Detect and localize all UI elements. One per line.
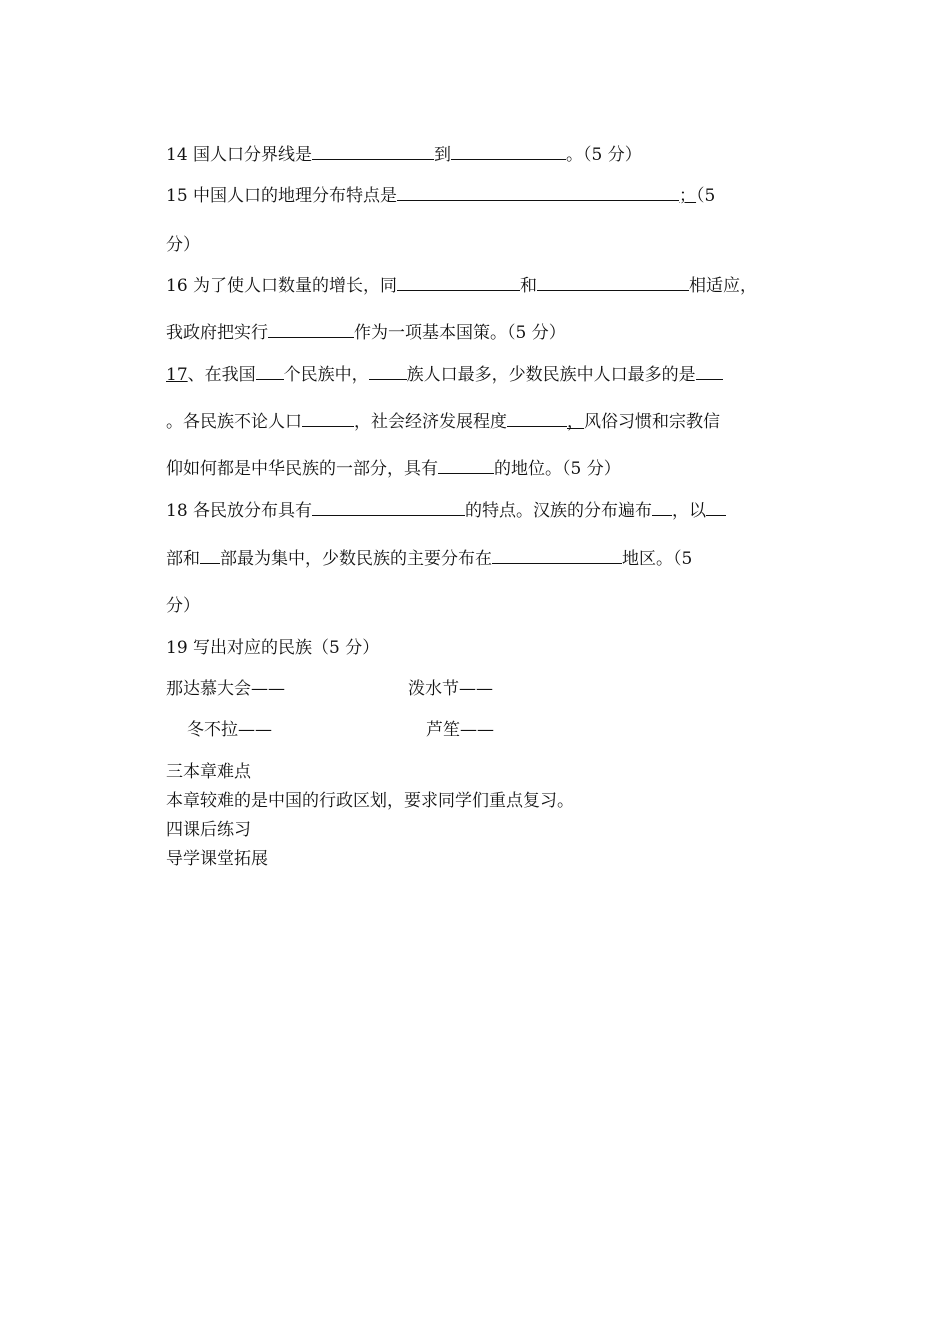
question-17: 17、在我国 个民族中， 族人口最多，少数民族中人口最多的是 <box>166 363 723 387</box>
question-16: 16 为了使人口数量的增长，同 和 相适应， <box>166 276 758 296</box>
answer-blank[interactable] <box>397 274 520 291</box>
answer-blank[interactable] <box>369 363 407 380</box>
section-body: 本章较难的是中国的行政区划，要求同学们重点复习。 <box>166 791 574 811</box>
instrument-item: 冬不拉—— <box>187 720 272 740</box>
answer-blank[interactable] <box>302 410 354 427</box>
festival-item: 泼水节—— <box>408 679 493 699</box>
answer-blank[interactable] <box>492 547 622 564</box>
answer-blank[interactable] <box>312 143 434 160</box>
instrument-item: 芦笙—— <box>426 720 494 740</box>
extension-heading: 导学课堂拓展 <box>166 849 268 869</box>
answer-blank[interactable] <box>256 363 284 380</box>
question-15: 15 中国人口的地理分布特点是 ；（5 <box>166 186 716 206</box>
question-19-title: 19 写出对应的民族（5 分） <box>166 638 380 658</box>
question-18: 18 各民放分布具有 的特点。汉族的分布遍布 ，以 <box>166 499 726 523</box>
festival-item: 那达慕大会—— <box>166 679 285 699</box>
question-18-cont-2: 分） <box>166 596 200 616</box>
question-14: 14 国人口分界线是 到 。（5 分） <box>166 145 642 165</box>
answer-blank[interactable] <box>507 410 567 427</box>
question-15-cont: 分） <box>166 235 200 255</box>
answer-blank[interactable] <box>537 274 689 291</box>
answer-blank[interactable] <box>397 184 679 201</box>
section-heading: 三本章难点 <box>166 762 251 782</box>
answer-blank[interactable] <box>652 499 672 516</box>
answer-blank[interactable] <box>451 143 566 160</box>
answer-blank[interactable] <box>268 321 354 338</box>
section-heading: 四课后练习 <box>166 820 251 840</box>
answer-blank[interactable] <box>706 499 726 516</box>
question-17-cont-2: 仰如何都是中华民族的一部分，具有 的地位。（5 分） <box>166 459 621 479</box>
question-17-cont-1: 。各民族不论人口 ，社会经济发展程度 ，风俗习惯和宗教信 <box>166 412 720 432</box>
question-16-cont: 我政府把实行 作为一项基本国策。（5 分） <box>166 323 566 343</box>
answer-blank[interactable] <box>200 547 220 564</box>
answer-blank[interactable] <box>696 363 723 380</box>
answer-blank[interactable] <box>438 457 494 474</box>
answer-blank[interactable] <box>312 499 465 516</box>
question-18-cont: 部和 部最为集中，少数民族的主要分布在 地区。（5 <box>166 549 693 569</box>
